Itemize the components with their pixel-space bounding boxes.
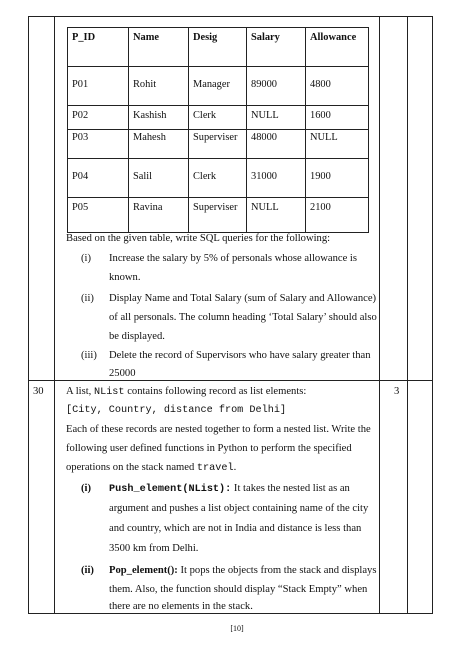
table-row xyxy=(68,198,369,233)
q30-item-i-line xyxy=(109,483,350,495)
q30-line1 xyxy=(66,386,306,398)
q30-item-ii-line: there are no elements in the stack. xyxy=(109,601,253,612)
text: It pops the objects from the stack and displays xyxy=(177,565,377,576)
code-push-element: Push_element(NList): xyxy=(109,484,232,495)
row-divider xyxy=(29,380,432,381)
header-pid: P_ID xyxy=(68,28,129,67)
cell: 48000 xyxy=(247,130,306,159)
text: . xyxy=(233,462,237,473)
cell: Manager xyxy=(189,67,247,106)
q30-item-ii-num: (ii) xyxy=(81,565,94,576)
text: A list, xyxy=(66,386,94,397)
q29-part-ii-line: of all personals. The column heading ‘Total Salary’ should also xyxy=(109,312,377,323)
page-number: [10] xyxy=(230,624,244,633)
q30-para-line: following user defined functions in Python to perform the specified xyxy=(66,443,352,454)
text: It takes the nested list as an xyxy=(231,483,350,494)
cell: 31000 xyxy=(247,159,306,198)
marks: 3 xyxy=(394,386,400,397)
q29-part-ii-line: Display Name and Total Salary (sum of Salary and Allowance) xyxy=(109,293,377,304)
table-row xyxy=(68,159,369,198)
personal-table xyxy=(67,27,369,233)
cell: 4800 xyxy=(306,67,369,106)
header-desig: Desig xyxy=(189,28,247,67)
q30-item-i-line: and country, which are not in India and distance is less than xyxy=(109,523,362,534)
cell: 2100 xyxy=(306,198,369,233)
cell: P03 xyxy=(68,130,129,159)
cell: Salil xyxy=(129,159,189,198)
code-nlist: NList xyxy=(93,387,125,398)
text: operations on the stack named xyxy=(66,462,197,473)
cell: NULL xyxy=(247,106,306,130)
table-header-row xyxy=(68,28,369,67)
q30-item-i-num: (i) xyxy=(81,483,91,494)
table-row xyxy=(68,130,369,159)
cell: Superviser xyxy=(189,130,247,159)
pop-element-label: Pop_element(): xyxy=(109,565,178,576)
q30-record-format: [City, Country, distance from Delhi] xyxy=(66,405,287,416)
q30-item-ii-line: them. Also, the function should display “Stack Empty” when xyxy=(109,584,368,595)
cell: P02 xyxy=(68,106,129,130)
column-divider-body xyxy=(379,17,380,613)
q30-para-line: Each of these records are nested together to form a nested list. Write the xyxy=(66,424,371,435)
q30-item-i-line: 3500 km from Delhi. xyxy=(109,543,199,554)
q30-item-i-line: argument and pushes a list object containing name of the city xyxy=(109,503,369,514)
q29-part-i-line: Increase the salary by 5% of personals whose allowance is xyxy=(109,253,357,264)
column-divider-qno xyxy=(54,17,55,613)
question-number: 30 xyxy=(33,386,44,397)
table-row xyxy=(68,106,369,130)
q30-item-ii-line xyxy=(109,565,376,576)
cell: Clerk xyxy=(189,106,247,130)
q30-ops-line xyxy=(66,462,236,474)
cell: 1900 xyxy=(306,159,369,198)
q29-part-ii-num: (ii) xyxy=(81,293,94,304)
cell: P01 xyxy=(68,67,129,106)
q29-intro: Based on the given table, write SQL queries for the following: xyxy=(66,233,331,244)
cell: NULL xyxy=(247,198,306,233)
cell: Superviser xyxy=(189,198,247,233)
cell: 1600 xyxy=(306,106,369,130)
cell: Ravina xyxy=(129,198,189,233)
q29-part-iii-num: (iii) xyxy=(81,350,97,361)
question-table-border xyxy=(28,16,433,614)
cell: NULL xyxy=(306,130,369,159)
text: contains following record as list elements: xyxy=(124,386,307,397)
cell: Clerk xyxy=(189,159,247,198)
cell: 89000 xyxy=(247,67,306,106)
q29-part-i-num: (i) xyxy=(81,253,91,264)
header-allowance: Allowance xyxy=(306,28,369,67)
table-row xyxy=(68,67,369,106)
cell: P04 xyxy=(68,159,129,198)
header-name: Name xyxy=(129,28,189,67)
code-travel: travel xyxy=(196,463,234,474)
q29-part-iii-line: 25000 xyxy=(109,368,136,379)
header-salary: Salary xyxy=(247,28,306,67)
cell: Mahesh xyxy=(129,130,189,159)
q29-part-i-line: known. xyxy=(109,272,141,283)
cell: P05 xyxy=(68,198,129,233)
q29-part-iii-line: Delete the record of Supervisors who have salary greater than xyxy=(109,350,371,361)
q29-part-ii-line: be displayed. xyxy=(109,331,165,342)
cell: Kashish xyxy=(129,106,189,130)
column-divider-marks xyxy=(407,17,408,613)
cell: Rohit xyxy=(129,67,189,106)
